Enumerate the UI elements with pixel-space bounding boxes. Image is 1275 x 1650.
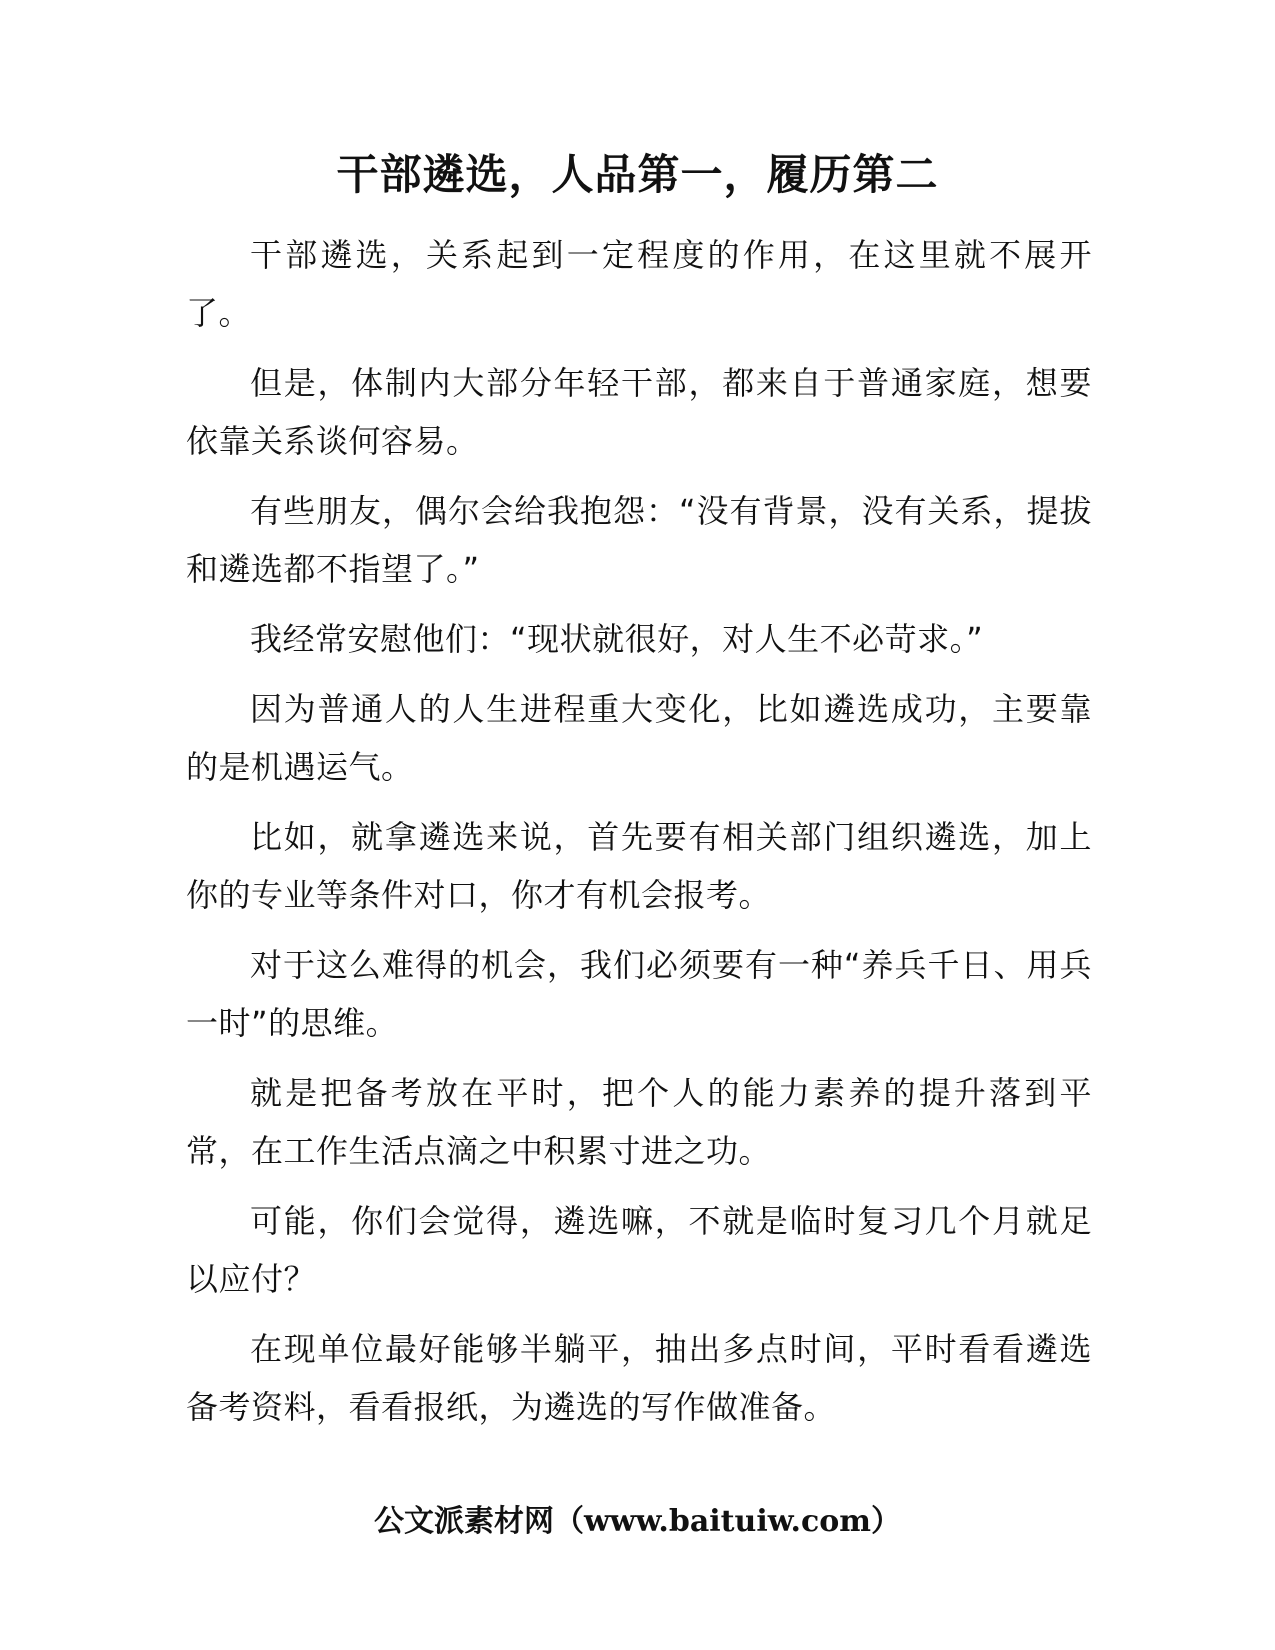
paragraph: 因为普通人的人生进程重大变化，比如遴选成功，主要靠的是机遇运气。 bbox=[186, 690, 1092, 786]
paragraph: 干部遴选，关系起到一定程度的作用，在这里就不展开了。 bbox=[186, 236, 1092, 332]
paragraph: 可能，你们会觉得，遴选嘛，不就是临时复习几个月就足以应付？ bbox=[186, 1202, 1092, 1298]
paragraph: 在现单位最好能够半躺平，抽出多点时间，平时看看遴选备考资料，看看报纸，为遴选的写作做准备。 bbox=[186, 1330, 1092, 1426]
document-body bbox=[186, 226, 1092, 1448]
paragraph: 比如，就拿遴选来说，首先要有相关部门组织遴选，加上你的专业等条件对口，你才有机会报考。 bbox=[186, 818, 1092, 914]
paragraph: 有些朋友，偶尔会给我抱怨：“没有背景，没有关系，提拔和遴选都不指望了。” bbox=[186, 492, 1092, 588]
paragraph: 但是，体制内大部分年轻干部，都来自于普通家庭，想要依靠关系谈何容易。 bbox=[186, 364, 1092, 460]
document-title: 干部遴选，人品第一，履历第二 bbox=[336, 150, 939, 199]
paragraph: 对于这么难得的机会，我们必须要有一种“养兵千日、用兵一时”的思维。 bbox=[186, 946, 1092, 1042]
paragraph: 就是把备考放在平时，把个人的能力素养的提升落到平常，在工作生活点滴之中积累寸进之功。 bbox=[186, 1074, 1092, 1170]
paragraph: 我经常安慰他们：“现状就很好，对人生不必苛求。” bbox=[250, 620, 984, 658]
footer-source: 公文派素材网（www.baituiw.com） bbox=[373, 1504, 902, 1539]
